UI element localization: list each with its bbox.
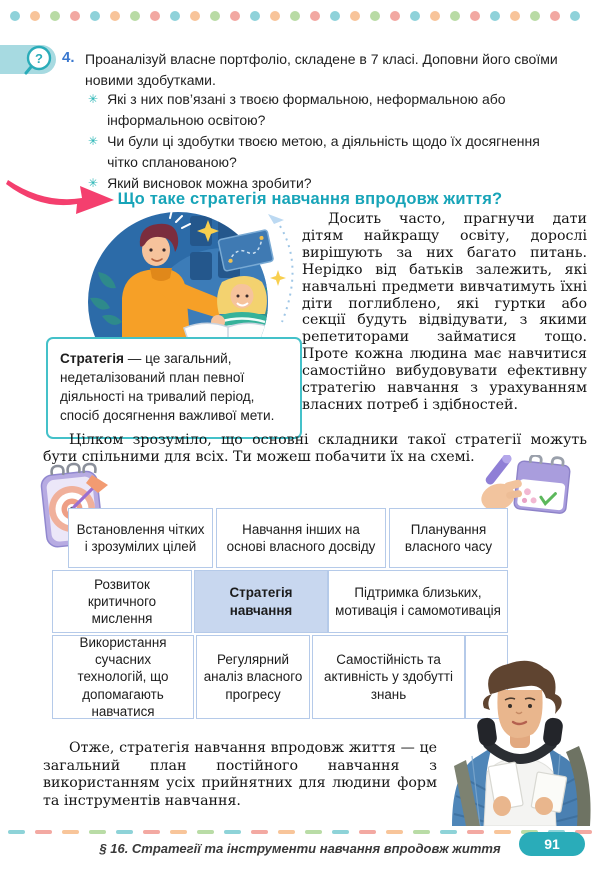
bullet-text: Чи були ці здобутки твоєю метою, а діяльність щодо їх досягнення чітко спланованою? (107, 133, 540, 170)
dot-decoration (350, 11, 360, 21)
scheme-cell-support-motivation: Підтримка близьких, мотивація і самомотивація (328, 570, 508, 633)
question-tab (0, 45, 56, 74)
dot-decoration (370, 11, 380, 21)
dash-decoration (8, 830, 25, 834)
asterisk-bullet-icon: ✳ (88, 92, 99, 106)
dot-decoration (490, 11, 500, 21)
dot-decoration (170, 11, 180, 21)
dot-decoration (30, 11, 40, 21)
scheme-cell-independence: Самостійність та активність у здобутті знань (312, 635, 465, 719)
dot-decoration (470, 11, 480, 21)
dash-decoration (305, 830, 322, 834)
dot-decoration (270, 11, 280, 21)
footer-dashes-decoration (8, 830, 592, 834)
paragraph-conclusion: Отже, стратегія навчання впродовж життя — це загальний план постійного навчання з використанням усіх прийнятних для людини форм та інструментів навчання. (43, 740, 437, 809)
dash-decoration (197, 830, 214, 834)
dot-decoration (550, 11, 560, 21)
paragraph-scheme-lead: Цілком зрозуміло, що основні складники такої стратегії можуть бути спільними для всіх. Ти можеш побачити їх на схемі. (43, 432, 587, 466)
dash-decoration (413, 830, 430, 834)
bullet-item (88, 131, 566, 172)
dot-decoration (390, 11, 400, 21)
scheme-cell-critical-thinking: Розвиток критичного мислення (52, 570, 192, 633)
dot-decoration (190, 11, 200, 21)
asterisk-bullet-icon: ✳ (88, 176, 99, 190)
asterisk-bullet-icon: ✳ (88, 134, 99, 148)
dot-decoration (510, 11, 520, 21)
dot-decoration (530, 11, 540, 21)
question-number: 4. (62, 49, 75, 66)
scheme-cell-progress-analysis: Регулярний аналіз власного прогресу (196, 635, 310, 719)
dash-decoration (251, 830, 268, 834)
section-heading: Що таке стратегія навчання впродовж життя? (117, 190, 503, 208)
dot-decoration (50, 11, 60, 21)
dot-decoration (290, 11, 300, 21)
dot-decoration (310, 11, 320, 21)
dash-decoration (89, 830, 106, 834)
dot-decoration (130, 11, 140, 21)
dot-decoration (90, 11, 100, 21)
dot-decoration (450, 11, 460, 21)
question-bullet-list (88, 89, 566, 195)
dot-decoration (10, 11, 20, 21)
svg-text:?: ? (35, 51, 43, 66)
mentor-child-illustration (72, 212, 294, 338)
page-number-badge: 91 (519, 832, 585, 856)
top-dots-decoration (10, 11, 580, 21)
dot-decoration (210, 11, 220, 21)
scheme-cell-time-planning: Планування власного часу (389, 508, 508, 568)
dash-decoration (440, 830, 457, 834)
definition-text: — це загальний, недеталізований план певної діяльності на тривалий період, спосіб досягнення важливої мети. (60, 351, 275, 424)
dash-decoration (332, 830, 349, 834)
dot-decoration (570, 11, 580, 21)
bullet-text: Який висновок можна зробити? (107, 175, 312, 191)
dash-decoration (494, 830, 511, 834)
dot-decoration (150, 11, 160, 21)
definition-term: Стратегія (60, 351, 124, 366)
dash-decoration (467, 830, 484, 834)
dash-decoration (116, 830, 133, 834)
question-magnifier-icon (22, 43, 56, 77)
dot-decoration (430, 11, 440, 21)
scheme-cell-goals: Встановлення чітких і зрозумілих цілей (68, 508, 213, 568)
dash-decoration (170, 830, 187, 834)
bullet-item (88, 89, 566, 130)
question-text: Проаналізуй власне портфоліо, складене в 7 класі. Доповни його своїми новими здобутками. (85, 51, 558, 88)
scheme-cell-teach-others: Навчання інших на основі власного досвіду (216, 508, 386, 568)
dot-decoration (230, 11, 240, 21)
dash-decoration (386, 830, 403, 834)
bullet-text: Які з них пов’язані з твоєю формальною, неформальною або інформальною освітою? (107, 91, 506, 128)
dash-decoration (62, 830, 79, 834)
dot-decoration (110, 11, 120, 21)
dash-decoration (278, 830, 295, 834)
dash-decoration (143, 830, 160, 834)
scheme-cell-technologies: Використання сучасних технологій, що допомагають навчатися (52, 635, 194, 719)
dot-decoration (250, 11, 260, 21)
dot-decoration (330, 11, 340, 21)
footer-section-title: § 16. Стратегії та інструменти навчання впродовж життя (99, 841, 501, 856)
dash-decoration (359, 830, 376, 834)
dot-decoration (70, 11, 80, 21)
definition-box (46, 337, 302, 439)
paragraph-intro: Досить часто, прагнучи дати дітям найкращу освіту, дорослі вирішують за них багато питань. Нерідко від батьків залежить, які навчальні предмети вивчатимуть їхні діти поглиблено, які гуртки або секції будуть відвідувати, з якими репетиторами займатися тощо. Проте кожна людина має навчитися самостійно вибудовувати ефективну стратегію навчання з урахуванням власних потреб і здібностей. (302, 211, 587, 413)
dash-decoration (35, 830, 52, 834)
paper-plane-icon (268, 214, 284, 224)
dash-decoration (224, 830, 241, 834)
dot-decoration (410, 11, 420, 21)
student-photo (442, 660, 598, 826)
scheme-cell-center: Стратегія навчання (194, 570, 328, 633)
